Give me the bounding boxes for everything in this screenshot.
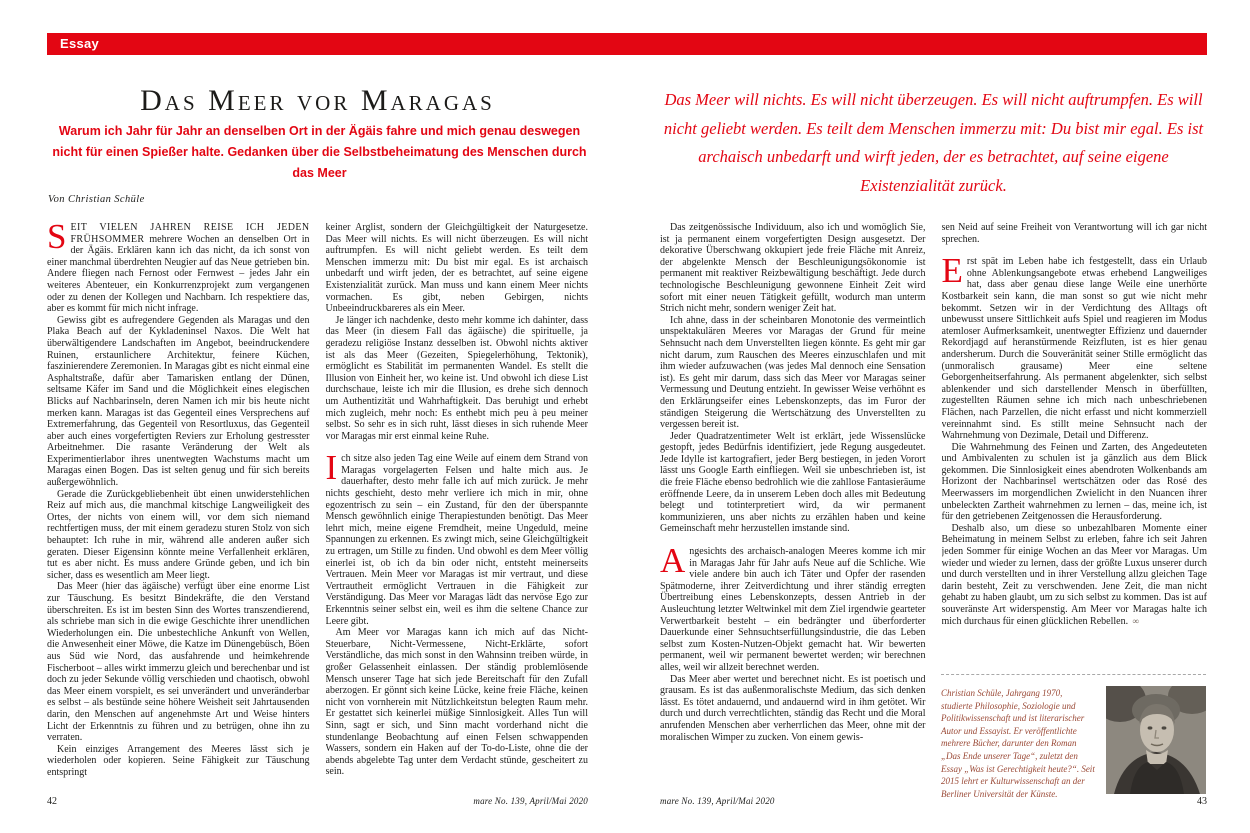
body-paragraph: Die Wahrnehmung des Feinen und Zarten, des Angedeuteten und Ambivalenten zu schulen ist ja gänzlich aus dem Blick gekommen. Die Sinnlosigkeit eines abendroten Wolkenbands am Horizont der Nachbarinsel wertschätzen oder das Rosé des Meerwassers im morgendlichen Zwielicht in den Nuancen ihrer unbeleckten Zartheit wahrnehmen zu lernen – das, meine ich, ist für den getriebenen Zeitgenossen die Herausforderung.: [941, 441, 1207, 523]
left-page-columns: [47, 222, 588, 794]
body-paragraph: Gerade die Zurückgebliebenheit übt einen unwiderstehlichen Reiz auf mich aus, die manchmal kitschige Langweiligkeit des Ortes, der nichts von einem will, vor dem sich niemand rechtfertigen muss, der mit einem geradezu sturen Stolz von sich behauptet: Ich ruhe in mir, während alle anderen außer sich geraten. Dieser Eigensinn könnte meine Verfallenheit erklären, tut es aber nicht. Es muss andere Gründe geben, und ich bin sicher, dass es wesentlich am Meer liegt.: [47, 488, 310, 581]
left-page-footer: [47, 796, 588, 807]
body-paragraph: Jeder Quadratzentimeter Welt ist erklärt, jede Wissenslücke gestopft, jedes Bedürfnis identifiziert, jede Regung ausgedeutet. Jede Idylle ist kartografiert, jeder Berg bestiegen, in jeden Vorort lässt uns Google Earth einfliegen. Weil sie unbeschrieben ist, ist die freie Fläche ebenso bedrohlich wie die zahllose Fantasieräume eröffnende Leere, da in unserem Leben doch alles mit Bedeutung belegt und totinterpretiert wird, da wir permanent kommunizieren, uns aber nichts zu erzählen haben und keine Gemeinschaft mehr herzustellen imstande sind.: [660, 430, 926, 535]
body-paragraph: Ich ahne, dass in der scheinbaren Monotonie des vermeintlich unspektakulären Meeres vor Maragas der Grund für meine Sehnsucht nach dem Unverstellten liegen könnte. Es geht mir gar nicht darum, zum Rauschen des Meeres einzuschlafen und mit ihm wieder aufzuwachen (was jedes Mal dennoch eine Sensation ist). Es geht mir darum, dass sich das Meer vor Maragas seiner Vermessung und Deutung entzieht. In gewisser Weise verhöhnt es den Erklärungseifer eines Lebenskonzepts, das im Furor der ständigen Steigerung die Wertschätzung des Unverstellten zu vergessen bereit ist.: [660, 314, 926, 431]
body-paragraph: Das Meer (hier das ägäische) verfügt über eine enorme List zur Täuschung. Es besitzt Bindekräfte, die den Verstand überschreiten. Es ist im besten Sinn des Wortes transzendierend, als schriebe man sich in die ewige Geschichte ihrer unendlichen Wiederholungen ein. Die unbestechliche Ankunft von Wellen, die Anwesenheit einer Möwe, die Katze im Dünengebüsch, Böen aus Süd wie Nord, das ausfahrende und heimkehrende Fischerboot – alles wirkt immerzu gleich und berechenbar und ist doch zu jeder Sekunde völlig verschieden und chaotisch, obwohl das Meer einem vorspielt, es sei unverändert und unveränderbar es selbst – als bestünde seine höhere Weisheit seit Jahrtausenden darin, den Menschen auf angenehmste Art und Weise hinters Licht der Erkenntnis zu führen und zu betrügen, ohne ihn zu verraten.: [47, 581, 310, 744]
drop-cap: A: [660, 541, 686, 581]
article-title: Das Meer vor Maragas: [140, 84, 495, 117]
body-paragraph: Am Meer vor Maragas kann ich mich auf das Nicht-Steuerbare, Nicht-Vermessene, Nicht-Erklärte, sofort Verständliche, das mich sonst in den Wahnsinn treiben würde, in großer Gelassenheit einlassen. Der ständig problemlösende Mensch unserer Tage hat sich jede Bereitschaft für den Zufall aberzogen. Er gönnt sich keine Lücke, keine freie Fläche, keinen nicht von vornherein mit Nützlichkeitstun belegten Raum mehr. Er gestattet sich keinerlei müßige Sinnlosigkeit. Alles Tun will Sinn, sagt er sich, und Sinn macht vorderhand nicht die stundenlange Beobachtung auf einen Felsen schwappenden Wassers, sondern ein Haken auf der To-do-Liste, ohne die der abends abgelebte Tag unter dem Verdacht stünde, gescheitert zu sein.: [325, 627, 588, 778]
drop-cap: S: [47, 222, 67, 256]
left-page: [47, 0, 588, 833]
body-paragraph: sen Neid auf seine Freiheit von Verantwortung will ich gar nicht sprechen.: [941, 222, 1207, 245]
drop-cap: E: [941, 251, 963, 291]
lead-in-caps: EIT VIELEN JAHREN REISE ICH JEDEN FRÜHSOMMER: [70, 222, 310, 245]
pull-quote: Das Meer will nichts. Es will nicht überzeugen. Es will nicht auftrumpfen. Es will nicht geliebt werden. Es teilt dem Menschen immerzu mit: Du bist mir egal. Es ist archaisch unbedarft und wirft jeden, der es betrachtet, auf seine eigene Existenzialität zurück.: [663, 90, 1204, 195]
body-paragraph: Deshalb also, um diese so unbezahlbaren Momente einer Beheimatung in meinem Selbst zu erleben, fahre ich seit Jahren jeden Sommer für einige Wochen an das Meer vor Maragas. Um wieder und wieder zu lernen, dass der größte Luxus unserer durch und durch verstellten und in ihrer Verstellung allzu gleichen Tage darin besteht, Zeit zu verschwenden. Jene Zeit, die man nicht gehabt zu haben glaubt, um zu sich selbst zu kommen. Das ist auf souveränste Art widerspenstig. Am Meer vor Maragas halte ich mich durchaus für einen glücklichen Rebellen. ∞: [941, 522, 1207, 627]
author-photo: [1106, 686, 1206, 794]
article-end-mark: ∞: [1130, 615, 1139, 626]
issue-line-left: mare No. 139, April/Mai 2020: [473, 796, 588, 806]
body-paragraph: Kein einziges Arrangement des Meeres lässt sich je wiederholen oder kopieren. Seine Fähigkeit zur Täuschung entspringt: [47, 743, 310, 778]
drop-cap: I: [325, 448, 338, 488]
text-column-2: [326, 222, 589, 794]
body-paragraph: keiner Arglist, sondern der Gleichgültigkeit der Naturgesetze. Das Meer will nichts. Es will nicht überzeugen. Es will nicht auftrumpfen. Es will nicht geliebt werden. Es teilt dem Menschen immerzu mit: Du bist mir egal. Es ist archaisch unbedarft und wirft jeden, der es betrachtet, auf seine eigene Existenzialität zurück. Man muss und kann einem Meer nichts vormachen. Es gibt, neben Gebirgen, nichts Unbeeindruckbareres als ein Meer.: [325, 222, 588, 315]
body-paragraph: Je länger ich nachdenke, desto mehr komme ich dahinter, dass das Meer (in diesem Fall das ägäische) die spirituelle, ja geradezu religiöse Instanz desselben ist. Obwohl nichts aktiver ist als das Meer (Gezeiten, Spiegelerhöhung, Tektonik), ermöglicht es Stabilität im permanenten Wandel. Es stellt die Illusion von Einheit her, wo keine ist. Und obwohl ich diese List durchschaue, leiste ich mir die Illusion, es drehe sich dennoch um Authentizität und Wahrhaftigkeit. Das beruhigt und erhebt mich zugleich, mehr noch: Es enthebt mich peu à peu meiner selbst. So sehr es in sich ruht, lässt dieses in sich ruhende Meer vor Maragas mir erst einmal keine Ruhe.: [325, 314, 588, 442]
body-paragraph: Das Meer aber wertet und berechnet nicht. Es ist poetisch und grausam. Es ist das außenmoralischste Medium, das sich denken lässt. Es tötet andauernd, und andauernd wird in ihm getötet. Wir durch und durch verrechtlichten, ständig das Recht und die Moral anrufenden Menschen aber verherrlichen das Meer, ohne mit der moralischen Wimper zu zucken. Von einem gewis-: [660, 673, 926, 743]
body-paragraph: Angesichts des archaisch-analogen Meeres komme ich mir in Maragas Jahr für Jahr aufs Neue auf die Schliche. Wie viele andere bin auch ich Täter und Opfer der rasenden Spätmoderne, ihrer Zeitverdichtung und ihrer ständig erregten Übertreibung eines Lebenskonzepts, dessen Antrieb in der Ausleuchtung letzter Weltwinkel mit dem Ziel irgendwie gearteter Verwertbarkeit besteht – ein bedrängter und überforderter Dauerkunde einer Sehnsuchtserfüllungsindustrie, die das Leben selbst zum Kosten-Nutzen-Objekt gemacht hat. Wir bewerten permanent, weil wir permanent bewertet werden; wir berechnen alles, weil wir allzeit berechnet werden.: [660, 541, 926, 673]
bio-separator: [941, 674, 1206, 675]
issue-line-right: mare No. 139, April/Mai 2020: [660, 796, 775, 806]
right-page-footer: [660, 796, 1207, 807]
body-paragraph: Ich sitze also jeden Tag eine Weile auf einem dem Strand von Maragas vorgelagerten Felsen und halte mich aus. Je dauerhafter, desto mehr falle ich auf mich zurück. Je mehr nichts geschieht, desto mehr verliere ich mich in mir, ohne egozentrisch zu sein – ein Zustand, für den der überspannte Mensch gewöhnlich einige Therapiestunden benötigt. Das Meer lehrt mich, meine eigene Fremdheit, meine Ungeduld, meine Spannungen zu erkennen. Es zwingt mich, seine Gleichgültigkeit zu ertragen, um Stille zu finden. Und obwohl es dem Meer völlig einerlei ist, ob ich da bin oder nicht, entsteht meinerseits Vertrauen. Mein Meer vor Maragas ist mir vertraut, und diese Vertrautheit ermöglicht Vertrauen in die Fähigkeit zur Verständigung. Das Meer vor Maragas lädt das nervöse Ego zur Erkenntnis seiner selbst ein, weil es ihm die seltene Chance zur Leere gibt.: [325, 448, 588, 627]
right-page: [660, 0, 1207, 833]
page-number-left: 42: [47, 796, 57, 807]
kicker-label: Essay: [60, 36, 100, 51]
text-column-3: [660, 222, 926, 794]
body-paragraph: Das zeitgenössische Individuum, also ich und womöglich Sie, ist ja permanent einem vorgefertigten Design ausgesetzt. Der dekorative Überschwang okkupiert jede freie Fläche mit Anreiz, der abgelenkte Mensch der Beschleunigungsökonomie ist permanent mit reaktiver Reizbewältigung beschäftigt. Jede durch technologische Beschleunigung gewonnene Einheit Zeit wird sofort mit einer neuen Tätigkeit gefüllt, wodurch man unterm Strich nicht mehr, sondern weniger Zeit hat.: [660, 222, 926, 315]
body-paragraph: Gewiss gibt es aufregendere Gegenden als Maragas und den Plaka Beach auf der Kykladeninsel Naxos. Die Welt hat überwältigendere Landschaften im Angebot, beeindruckendere Ruinen, erstaunlichere Architektur, feinere Küchen, faszinierendere Zeremonien. In Maragas gibt es nicht einmal eine Asphaltstraße, dafür aber Tamarisken entlang der Dünen, seltsame Käfer im Sand und die Möglichkeit eines elegischen Blicks auf Nachbarinseln, deren Namen ich mir bis heute nicht merken kann. Maragas ist das Gegenteil eines Versprechens auf Extremerfahrung, das Gegenteil von Resortluxus, das Gegenteil aber auch eines vorgefertigten Reviers zur Erholung gestresster Arbeitnehmer. Die rasante Veränderung der Welt als Experimentierlabor ihres unentwegten Wachstums macht um Maragas einen Bogen. Das ist selten genug und für sich bereits außergewöhnlich.: [47, 314, 310, 489]
page-number-right: 43: [1197, 796, 1207, 807]
text-column-1: [47, 222, 310, 794]
body-paragraph: SEIT VIELEN JAHREN REISE ICH JEDEN FRÜHSOMMER mehrere Wochen an denselben Ort in der Ägäis. Erklären kann ich das nicht, da ich sonst von einer manchmal überdrehten Neugier auf das Neue getrieben bin. Andere fliegen nach Fernost oder Fernwest – jedes Jahr ein weiteres Abenteuer, ein Konkurrenzprojekt zum vergangenen oder zu denen der Kollegen und Nachbarn. Ich respektiere das, aber es kommt für mich nicht infrage.: [47, 222, 310, 315]
author-bio-text: Christian Schüle, Jahrgang 1970, studierte Philosophie, Soziologie und Politikwissenschaft und ist literarischer Autor und Essayist. Er veröffentlichte mehrere Bücher, darunter den Roman „Das Ende unserer Tage“, zuletzt den Essay „Was ist Gerechtigkeit heute?“. Seit 2015 lehrt er Kulturwissenschaft an der Berliner Universität der Künste.: [941, 688, 1095, 799]
text-column-4: [942, 222, 1208, 672]
byline: Von Christian Schüle: [48, 194, 145, 205]
article-subtitle: Warum ich Jahr für Jahr an denselben Ort in der Ägäis fahre und mich genau deswegen nicht für einen Spießer halte. Gedanken über die Selbstbeheimatung des Menschen durch das Meer: [52, 124, 587, 180]
body-paragraph: Erst spät im Leben habe ich festgestellt, dass ein Urlaub ohne Ablenkungsangebote etwas erhebend Langweiliges hat, dass aber genau diese lange Weile eine unerhörte Kostbarkeit sein kann, die man sonst so gut wie nicht mehr bekommt. Setzen wir in der Verdichtung des Alltags oft unbewusst unsere Sittlichkeit aufs Spiel und reagieren im Modus atemloser Aufmerksamkeit, unentwegter Effizienz und dauernder Rekordjagd auf heranstürmende Reizfluten, ist es hier genau andersherum. Durch die Souveränität seiner Stille ermöglicht das (unmoralisch grausame) Meer eine seltene Geborgenheitserfahrung. Als permanent abgelenkter, sich selbst ablenkender und sich darstellender Mensch in überfüllten, zugestellten Räumen sehne ich mich nach unbeschriebenen Flächen, nach Parzellen, die nicht erfasst und nicht kommerziell vereinnahmt sind. Es stillt meine Sehnsucht nach der Wahrnehmung von Dezimale, Detail und Differenz.: [941, 251, 1207, 442]
